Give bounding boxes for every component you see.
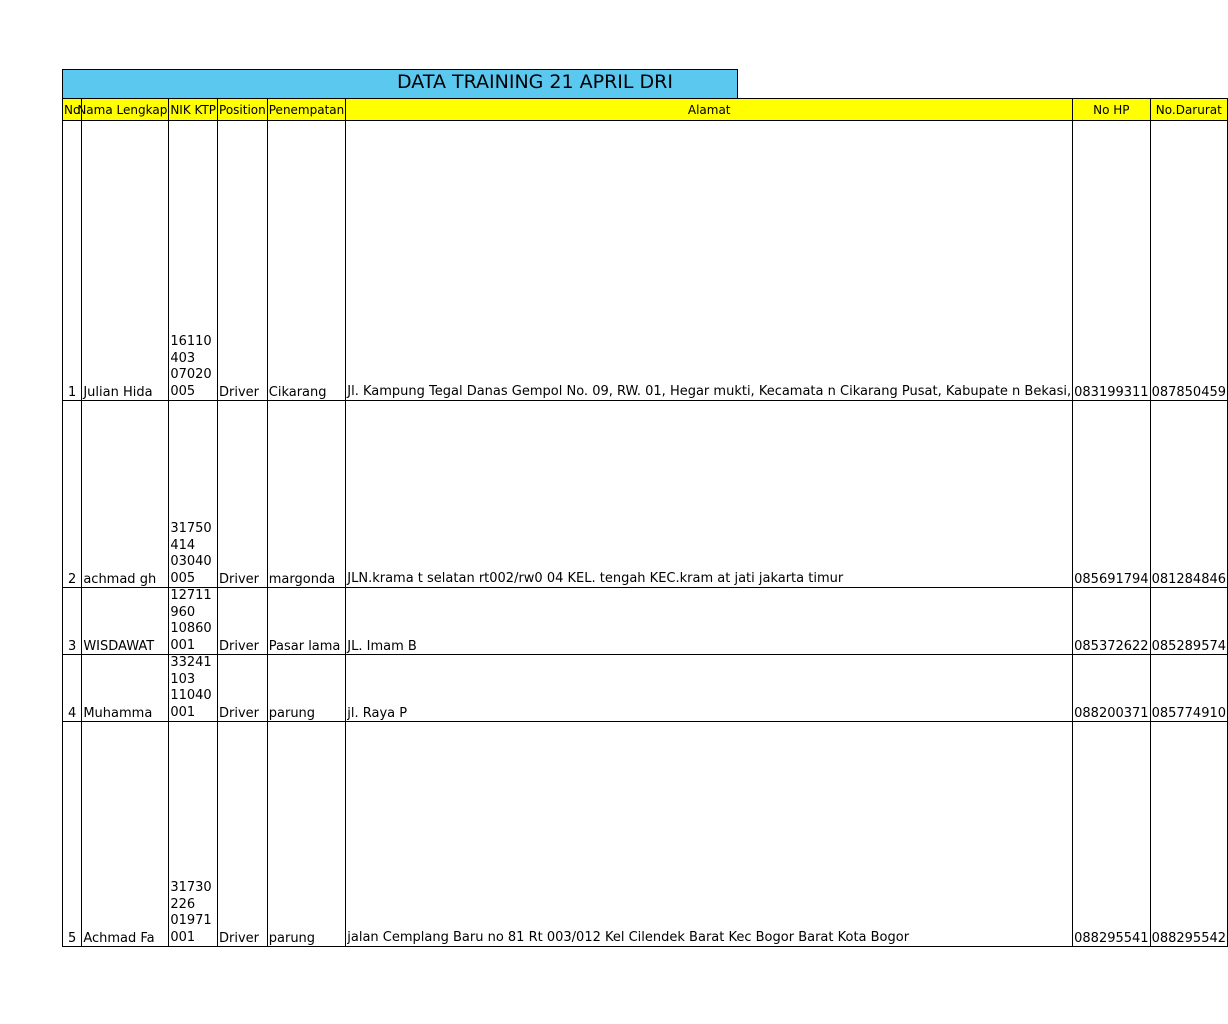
header-position[interactable]: Position: [218, 99, 268, 121]
cell-no-hp[interactable]: [1073, 121, 1150, 401]
cell-nik[interactable]: 12711960 10860001: [169, 588, 218, 655]
cell-penempatan-text: Pasar lama: [268, 639, 341, 654]
table-row: [63, 722, 1228, 947]
sheet-title-bar[interactable]: [62, 69, 738, 99]
cell-penempatan[interactable]: [267, 722, 346, 947]
header-no-darurat[interactable]: No.Darurat: [1150, 99, 1227, 121]
header-alamat[interactable]: Alamat: [346, 99, 1073, 121]
cell-nama-text: Achmad Fa: [83, 931, 155, 946]
cell-nik[interactable]: 31730226 01971001: [169, 722, 218, 947]
header-nama-lengkap[interactable]: [77, 99, 169, 121]
cell-no[interactable]: 4: [63, 655, 82, 722]
cell-no[interactable]: 1: [63, 121, 82, 401]
cell-nama-text: achmad gh: [83, 572, 157, 587]
cell-nama[interactable]: [82, 121, 169, 401]
cell-position[interactable]: Driver: [218, 401, 268, 588]
cell-no-hp-text: 085691794: [1074, 572, 1149, 587]
cell-no-hp[interactable]: [1073, 588, 1150, 655]
cell-no-hp-text: 083199311: [1074, 385, 1149, 400]
data-table: [62, 98, 1228, 947]
header-no[interactable]: No: [63, 99, 82, 121]
cell-position[interactable]: Driver: [218, 121, 268, 401]
cell-no-darurat[interactable]: [1150, 722, 1227, 947]
header-row: [63, 99, 1228, 121]
cell-penempatan[interactable]: [267, 401, 346, 588]
cell-nama[interactable]: [82, 655, 169, 722]
cell-no-hp[interactable]: [1073, 722, 1150, 947]
cell-position[interactable]: Driver: [218, 655, 268, 722]
cell-no-darurat-text: 081284846: [1151, 572, 1227, 587]
cell-alamat[interactable]: Jl. Kampung Tegal Danas Gempol No. 09, RW. 01, Hegar mukti, Kecamata n Cikarang Pusat, Kabupate n Bekasi,: [346, 121, 1073, 401]
cell-penempatan[interactable]: [267, 121, 346, 401]
title-clip: [63, 70, 673, 100]
cell-no-hp-text: 088200371: [1074, 706, 1149, 721]
cell-nama-text: Muhamma: [83, 706, 153, 721]
header-penempatan[interactable]: [267, 99, 346, 121]
cell-no-hp-text: 088295541: [1074, 931, 1149, 946]
cell-nama[interactable]: [82, 588, 169, 655]
cell-alamat[interactable]: JLN.krama t selatan rt002/rw0 04 KEL. tengah KEC.kram at jati jakarta timur: [346, 401, 1073, 588]
cell-nama[interactable]: [82, 401, 169, 588]
cell-no-darurat-text: 087850459: [1151, 385, 1227, 400]
cell-no-hp-text: 085372622: [1074, 639, 1149, 654]
table-row: [63, 588, 1228, 655]
cell-no[interactable]: 2: [63, 401, 82, 588]
header-nama-lengkap-label: Nama Lengkap: [77, 102, 168, 117]
cell-no[interactable]: 5: [63, 722, 82, 947]
header-penempatan-label: Penempatan: [268, 102, 345, 117]
cell-no-darurat[interactable]: [1150, 655, 1227, 722]
cell-alamat-text: jl. Raya P: [347, 706, 408, 721]
cell-no-darurat[interactable]: [1150, 121, 1227, 401]
cell-penempatan-text: parung: [268, 706, 316, 721]
header-no-hp[interactable]: No HP: [1073, 99, 1150, 121]
cell-alamat[interactable]: [346, 588, 1073, 655]
cell-nik[interactable]: 16110403 07020005: [169, 121, 218, 401]
table-row: [63, 655, 1228, 722]
cell-no-darurat[interactable]: [1150, 588, 1227, 655]
cell-no-darurat-text: 088295542: [1151, 931, 1227, 946]
cell-penempatan[interactable]: [267, 588, 346, 655]
cell-no-darurat-text: 085289574: [1151, 639, 1227, 654]
cell-nik[interactable]: 33241103 11040001: [169, 655, 218, 722]
cell-nama-text: WISDAWAT: [83, 639, 155, 654]
cell-penempatan-text: margonda: [268, 572, 336, 587]
cell-alamat-text: JL. Imam B: [347, 639, 417, 654]
header-nik-ktp[interactable]: NIK KTP: [169, 99, 218, 121]
sheet-title: DATA TRAINING 21 APRIL DRI: [397, 71, 673, 93]
cell-penempatan-text: parung: [268, 931, 316, 946]
cell-penempatan[interactable]: [267, 655, 346, 722]
cell-nik[interactable]: 31750414 03040005: [169, 401, 218, 588]
cell-alamat[interactable]: jalan Cemplang Baru no 81 Rt 003/012 Kel Cilendek Barat Kec Bogor Barat Kota Bogor: [346, 722, 1073, 947]
table-row: [63, 401, 1228, 588]
cell-penempatan-text: Cikarang: [268, 385, 327, 400]
table-row: [63, 121, 1228, 401]
cell-position[interactable]: Driver: [218, 722, 268, 947]
cell-no-darurat[interactable]: [1150, 401, 1227, 588]
cell-nama[interactable]: [82, 722, 169, 947]
cell-no-hp[interactable]: [1073, 401, 1150, 588]
cell-no-darurat-text: 085774910: [1151, 706, 1227, 721]
cell-no[interactable]: 3: [63, 588, 82, 655]
cell-no-hp[interactable]: [1073, 655, 1150, 722]
cell-nama-text: Julian Hida: [83, 385, 153, 400]
cell-position[interactable]: Driver: [218, 588, 268, 655]
cell-alamat[interactable]: [346, 655, 1073, 722]
